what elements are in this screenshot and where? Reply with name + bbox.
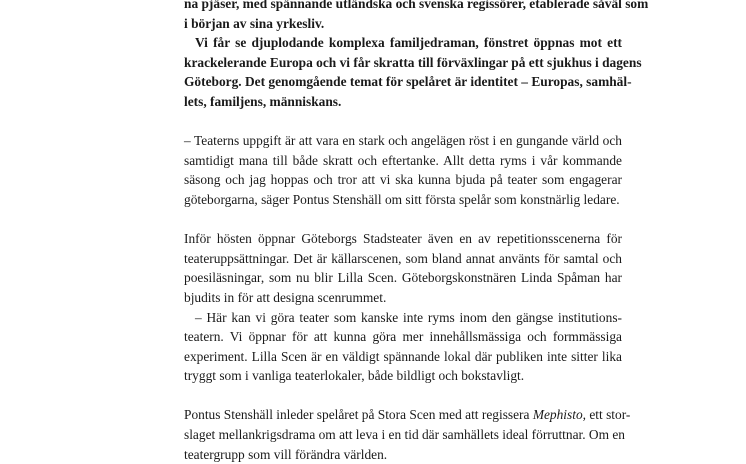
text-line: Göteborg. Det genomgående temat för spelåret är identitet – Europas, samhäl- xyxy=(184,74,632,90)
text-line: na pjäser, med spännande utländska och svenska regissörer, etablerade såväl som xyxy=(184,0,649,11)
play-title: Mephisto, xyxy=(532,407,586,423)
text-line: teatern. Vi öppnar för att kunna göra mer innehållsmässiga och formmässiga xyxy=(184,329,622,345)
text-line: teatergrupp som vill förändra världen. xyxy=(184,446,388,462)
lilla-scen-paragraph xyxy=(184,229,622,386)
text-line: teateruppsättningar. Det är källarscenen, som bland annat använts för samtal och xyxy=(184,250,622,266)
text-run: Pontus Stenshäll inleder spelåret på Stora Scen med att regissera xyxy=(184,407,533,423)
text-line: tryggt som i vanliga teaterlokaler, både bildligt och bokstavligt. xyxy=(184,368,525,384)
text-line: Inför hösten öppnar Göteborgs Stadsteater även en av repetitionsscenerna för xyxy=(184,231,622,247)
text-line: säsong och jag hoppas och tror att vi ska kunna bjuda på teater som engagerar xyxy=(184,172,622,188)
text-line: Vi får se djuplodande komplexa familjedraman, fönstret öppnas mot ett xyxy=(195,35,622,51)
text-line: bjudits in för att designa scenrummet. xyxy=(184,289,387,305)
intro-paragraph xyxy=(184,0,649,112)
text-line: – Teaterns uppgift är att vara en stark och angelägen röst i en gungande värld och xyxy=(184,133,622,149)
paragraph-spacer xyxy=(184,112,622,132)
paragraph-spacer xyxy=(184,386,622,406)
text-line: i början av sina yrkesliv. xyxy=(184,15,325,31)
text-line: slaget mellankrigsdrama om att leva i en tid där samhällets ideal förruttnar. Om en xyxy=(184,427,626,443)
text-line: samtidigt mana till både skratt och eftertanke. Allt detta ryms i vår kommande xyxy=(184,152,622,168)
text-run: ett stor- xyxy=(586,407,631,423)
paragraph-spacer xyxy=(184,210,622,230)
document-page xyxy=(184,0,649,464)
quote-paragraph xyxy=(184,131,622,209)
text-line: göteborgarna, säger Pontus Stenshäll om sitt första spelår som konstnärlig ledare. xyxy=(184,191,620,207)
text-line: lets, familjens, människans. xyxy=(184,93,342,109)
text-line: experiment. Lilla Scen är en väldigt spännande lokal där publiken inte sitter lika xyxy=(184,348,622,364)
text-line: – Här kan vi göra teater som kanske inte ryms inom den gängse institutions- xyxy=(195,309,622,325)
text-line: krackelerande Europa och vi får skratta till förväxlingar på ett sjukhus i dagens xyxy=(184,54,642,70)
text-line: poesiläsningar, som nu blir Lilla Scen. Göteborgskonstnären Linda Spåman har xyxy=(184,270,622,286)
stora-scen-paragraph xyxy=(184,405,631,464)
text-line xyxy=(184,405,631,425)
